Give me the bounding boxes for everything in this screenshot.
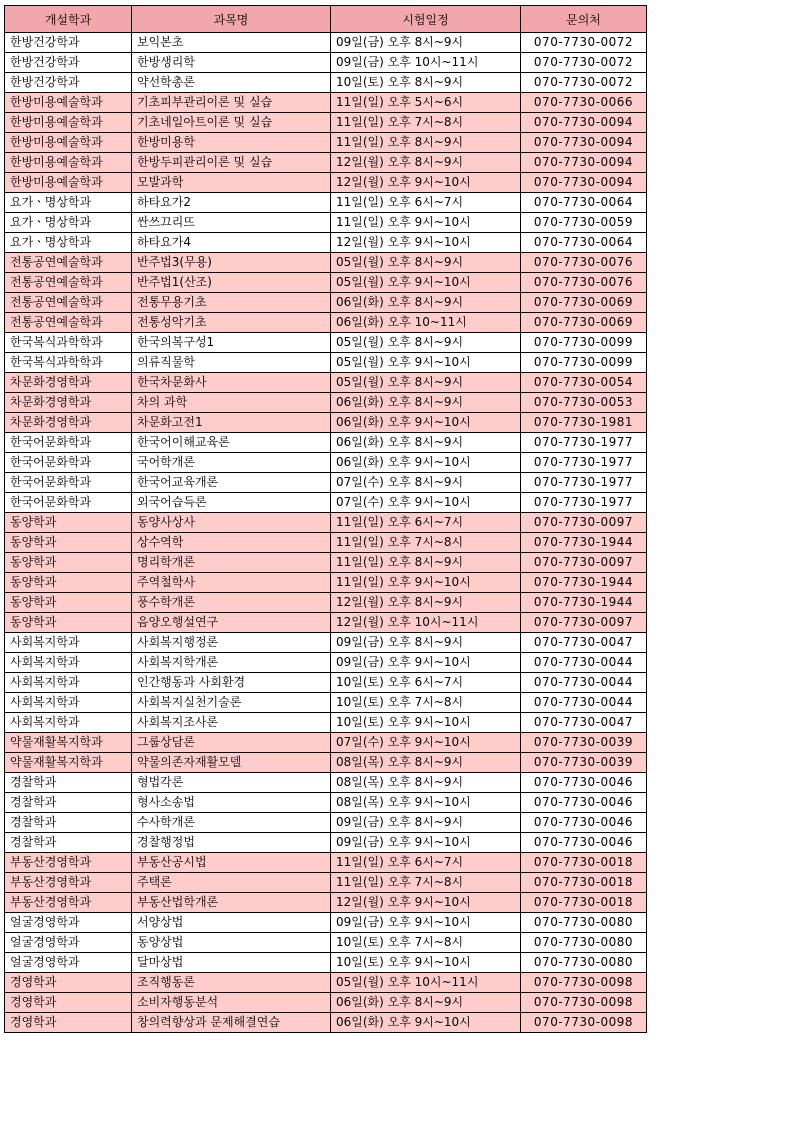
- contact-cell: 070-7730-0054: [521, 373, 647, 393]
- dept-cell: 동양학과: [5, 553, 132, 573]
- dept-cell: 경찰학과: [5, 773, 132, 793]
- schedule-cell: 09일(금) 오후 9시~10시: [331, 653, 521, 673]
- course-cell: 차문화고전1: [132, 413, 331, 433]
- contact-cell: 070-7730-0018: [521, 853, 647, 873]
- schedule-cell: 09일(금) 오후 8시~9시: [331, 813, 521, 833]
- course-cell: 한방생리학: [132, 53, 331, 73]
- contact-cell: 070-7730-0097: [521, 513, 647, 533]
- schedule-cell: 12일(월) 오후 8시~9시: [331, 153, 521, 173]
- contact-cell: 070-7730-0098: [521, 993, 647, 1013]
- schedule-cell: 11일(일) 오후 9시~10시: [331, 213, 521, 233]
- dept-cell: 경영학과: [5, 1013, 132, 1033]
- header-contact: 문의처: [521, 6, 647, 33]
- contact-cell: 070-7730-1977: [521, 433, 647, 453]
- contact-cell: 070-7730-0046: [521, 813, 647, 833]
- dept-cell: 한방미용예술학과: [5, 173, 132, 193]
- course-cell: 전통성악기초: [132, 313, 331, 333]
- contact-cell: 070-7730-1977: [521, 453, 647, 473]
- dept-cell: 전통공연예술학과: [5, 273, 132, 293]
- header-schedule: 시험일정: [331, 6, 521, 33]
- contact-cell: 070-7730-0046: [521, 833, 647, 853]
- table-row: [5, 193, 647, 213]
- table-row: [5, 213, 647, 233]
- schedule-cell: 09일(금) 오후 8시~9시: [331, 33, 521, 53]
- table-body: [5, 33, 647, 1033]
- table-row: [5, 113, 647, 133]
- contact-cell: 070-7730-0039: [521, 733, 647, 753]
- table-row: [5, 653, 647, 673]
- schedule-cell: 08일(목) 오후 9시~10시: [331, 793, 521, 813]
- course-cell: 창의력향상과 문제해결연습: [132, 1013, 331, 1033]
- schedule-cell: 11일(일) 오후 8시~9시: [331, 133, 521, 153]
- table-row: [5, 1013, 647, 1033]
- dept-cell: 사회복지학과: [5, 673, 132, 693]
- schedule-cell: 11일(일) 오후 8시~9시: [331, 553, 521, 573]
- course-cell: 반주법3(무용): [132, 253, 331, 273]
- table-row: [5, 693, 647, 713]
- contact-cell: 070-7730-0072: [521, 73, 647, 93]
- contact-cell: 070-7730-1944: [521, 533, 647, 553]
- table-row: [5, 273, 647, 293]
- dept-cell: 동양학과: [5, 513, 132, 533]
- dept-cell: 경영학과: [5, 993, 132, 1013]
- table-row: [5, 573, 647, 593]
- dept-cell: 한국어문화학과: [5, 473, 132, 493]
- table-row: [5, 853, 647, 873]
- schedule-cell: 11일(일) 오후 7시~8시: [331, 113, 521, 133]
- course-cell: 한국차문화사: [132, 373, 331, 393]
- contact-cell: 070-7730-0018: [521, 893, 647, 913]
- table-row: [5, 393, 647, 413]
- table-row: [5, 793, 647, 813]
- contact-cell: 070-7730-1944: [521, 573, 647, 593]
- table-row: [5, 353, 647, 373]
- course-cell: 기초피부관리이론 및 실습: [132, 93, 331, 113]
- course-cell: 부동산법학개론: [132, 893, 331, 913]
- schedule-cell: 11일(일) 오후 6시~7시: [331, 513, 521, 533]
- table-row: [5, 773, 647, 793]
- table-row: [5, 593, 647, 613]
- contact-cell: 070-7730-0018: [521, 873, 647, 893]
- table-row: [5, 973, 647, 993]
- dept-cell: 한방미용예술학과: [5, 93, 132, 113]
- schedule-cell: 10일(토) 오후 7시~8시: [331, 693, 521, 713]
- dept-cell: 한방건강학과: [5, 33, 132, 53]
- course-cell: 싼쓰끄리뜨: [132, 213, 331, 233]
- course-cell: 한국어이해교육론: [132, 433, 331, 453]
- contact-cell: 070-7730-0064: [521, 233, 647, 253]
- table-row: [5, 293, 647, 313]
- header-dept: 개설학과: [5, 6, 132, 33]
- schedule-cell: 05일(월) 오후 9시~10시: [331, 273, 521, 293]
- dept-cell: 동양학과: [5, 573, 132, 593]
- dept-cell: 차문화경영학과: [5, 373, 132, 393]
- dept-cell: 경영학과: [5, 973, 132, 993]
- course-cell: 명리학개론: [132, 553, 331, 573]
- course-cell: 한방미용학: [132, 133, 331, 153]
- contact-cell: 070-7730-0094: [521, 173, 647, 193]
- dept-cell: 약물재활복지학과: [5, 753, 132, 773]
- contact-cell: 070-7730-0044: [521, 653, 647, 673]
- schedule-cell: 06일(화) 오후 8시~9시: [331, 993, 521, 1013]
- table-row: [5, 173, 647, 193]
- contact-cell: 070-7730-0080: [521, 953, 647, 973]
- table-row: [5, 553, 647, 573]
- course-cell: 약선학총론: [132, 73, 331, 93]
- course-cell: 주역철학사: [132, 573, 331, 593]
- contact-cell: 070-7730-0053: [521, 393, 647, 413]
- contact-cell: 070-7730-0097: [521, 613, 647, 633]
- contact-cell: 070-7730-1977: [521, 473, 647, 493]
- course-cell: 부동산공시법: [132, 853, 331, 873]
- schedule-cell: 11일(일) 오후 5시~6시: [331, 93, 521, 113]
- schedule-cell: 12일(월) 오후 10시~11시: [331, 613, 521, 633]
- schedule-cell: 11일(일) 오후 7시~8시: [331, 533, 521, 553]
- table-row: [5, 493, 647, 513]
- table-row: [5, 433, 647, 453]
- schedule-cell: 09일(금) 오후 9시~10시: [331, 833, 521, 853]
- table-row: [5, 333, 647, 353]
- contact-cell: 070-7730-0099: [521, 353, 647, 373]
- course-cell: 음양오행설연구: [132, 613, 331, 633]
- contact-cell: 070-7730-1944: [521, 593, 647, 613]
- schedule-cell: 05일(월) 오후 9시~10시: [331, 353, 521, 373]
- dept-cell: 한방미용예술학과: [5, 153, 132, 173]
- contact-cell: 070-7730-0046: [521, 793, 647, 813]
- dept-cell: 전통공연예술학과: [5, 253, 132, 273]
- course-cell: 동양사상사: [132, 513, 331, 533]
- contact-cell: 070-7730-0080: [521, 913, 647, 933]
- dept-cell: 차문화경영학과: [5, 393, 132, 413]
- schedule-cell: 05일(월) 오후 8시~9시: [331, 253, 521, 273]
- contact-cell: 070-7730-0094: [521, 153, 647, 173]
- dept-cell: 부동산경영학과: [5, 853, 132, 873]
- dept-cell: 한국어문화학과: [5, 493, 132, 513]
- contact-cell: 070-7730-0080: [521, 933, 647, 953]
- course-cell: 소비자행동분석: [132, 993, 331, 1013]
- dept-cell: 차문화경영학과: [5, 413, 132, 433]
- dept-cell: 얼굴경영학과: [5, 953, 132, 973]
- schedule-cell: 11일(일) 오후 6시~7시: [331, 193, 521, 213]
- course-cell: 하타요가4: [132, 233, 331, 253]
- table-row: [5, 533, 647, 553]
- table-row: [5, 953, 647, 973]
- schedule-cell: 11일(일) 오후 9시~10시: [331, 573, 521, 593]
- course-cell: 상수역학: [132, 533, 331, 553]
- course-cell: 사회복지조사론: [132, 713, 331, 733]
- contact-cell: 070-7730-0098: [521, 1013, 647, 1033]
- course-cell: 차의 과학: [132, 393, 331, 413]
- dept-cell: 전통공연예술학과: [5, 313, 132, 333]
- course-cell: 그룹상담론: [132, 733, 331, 753]
- schedule-cell: 05일(월) 오후 8시~9시: [331, 373, 521, 393]
- schedule-cell: 09일(금) 오후 10시~11시: [331, 53, 521, 73]
- dept-cell: 한방건강학과: [5, 53, 132, 73]
- course-cell: 경찰행정법: [132, 833, 331, 853]
- course-cell: 인간행동과 사회환경: [132, 673, 331, 693]
- dept-cell: 얼굴경영학과: [5, 933, 132, 953]
- schedule-cell: 06일(화) 오후 9시~10시: [331, 453, 521, 473]
- course-cell: 형사소송법: [132, 793, 331, 813]
- dept-cell: 한방미용예술학과: [5, 133, 132, 153]
- table-row: [5, 133, 647, 153]
- contact-cell: 070-7730-0076: [521, 253, 647, 273]
- schedule-cell: 07일(수) 오후 9시~10시: [331, 493, 521, 513]
- course-cell: 반주법1(산조): [132, 273, 331, 293]
- table-header: [5, 6, 647, 33]
- contact-cell: 070-7730-0076: [521, 273, 647, 293]
- course-cell: 주택론: [132, 873, 331, 893]
- dept-cell: 한국복식과학학과: [5, 333, 132, 353]
- contact-cell: 070-7730-0046: [521, 773, 647, 793]
- course-cell: 국어학개론: [132, 453, 331, 473]
- schedule-cell: 10일(토) 오후 9시~10시: [331, 713, 521, 733]
- course-cell: 형법각론: [132, 773, 331, 793]
- contact-cell: 070-7730-0097: [521, 553, 647, 573]
- schedule-cell: 08일(목) 오후 8시~9시: [331, 753, 521, 773]
- course-cell: 한방두피관리이론 및 실습: [132, 153, 331, 173]
- dept-cell: 경찰학과: [5, 813, 132, 833]
- table-row: [5, 453, 647, 473]
- course-cell: 한국의복구성1: [132, 333, 331, 353]
- schedule-cell: 10일(토) 오후 6시~7시: [331, 673, 521, 693]
- table-row: [5, 833, 647, 853]
- dept-cell: 부동산경영학과: [5, 873, 132, 893]
- schedule-cell: 07일(수) 오후 9시~10시: [331, 733, 521, 753]
- contact-cell: 070-7730-0094: [521, 133, 647, 153]
- table-row: [5, 753, 647, 773]
- course-cell: 하타요가2: [132, 193, 331, 213]
- schedule-cell: 12일(월) 오후 9시~10시: [331, 233, 521, 253]
- course-cell: 사회복지행정론: [132, 633, 331, 653]
- table-row: [5, 313, 647, 333]
- dept-cell: 사회복지학과: [5, 713, 132, 733]
- contact-cell: 070-7730-0069: [521, 293, 647, 313]
- contact-cell: 070-7730-1977: [521, 493, 647, 513]
- schedule-cell: 06일(화) 오후 8시~9시: [331, 293, 521, 313]
- dept-cell: 경찰학과: [5, 833, 132, 853]
- schedule-cell: 08일(목) 오후 8시~9시: [331, 773, 521, 793]
- header-row: [5, 6, 647, 33]
- contact-cell: 070-7730-0072: [521, 33, 647, 53]
- contact-cell: 070-7730-0044: [521, 673, 647, 693]
- table-row: [5, 93, 647, 113]
- course-cell: 조직행동론: [132, 973, 331, 993]
- course-cell: 모발과학: [132, 173, 331, 193]
- schedule-cell: 07일(수) 오후 8시~9시: [331, 473, 521, 493]
- dept-cell: 동양학과: [5, 533, 132, 553]
- exam-schedule-table: [4, 5, 647, 1033]
- contact-cell: 070-7730-0098: [521, 973, 647, 993]
- dept-cell: 요가ㆍ명상학과: [5, 213, 132, 233]
- dept-cell: 경찰학과: [5, 793, 132, 813]
- contact-cell: 070-7730-0072: [521, 53, 647, 73]
- table-row: [5, 473, 647, 493]
- course-cell: 의류직물학: [132, 353, 331, 373]
- table-row: [5, 893, 647, 913]
- dept-cell: 사회복지학과: [5, 693, 132, 713]
- table-row: [5, 513, 647, 533]
- table-row: [5, 713, 647, 733]
- schedule-cell: 10일(토) 오후 9시~10시: [331, 953, 521, 973]
- course-cell: 달마상법: [132, 953, 331, 973]
- dept-cell: 요가ㆍ명상학과: [5, 193, 132, 213]
- header-course: 과목명: [132, 6, 331, 33]
- contact-cell: 070-7730-0044: [521, 693, 647, 713]
- table-row: [5, 413, 647, 433]
- table-row: [5, 153, 647, 173]
- schedule-cell: 06일(화) 오후 10~11시: [331, 313, 521, 333]
- schedule-cell: 12일(월) 오후 9시~10시: [331, 893, 521, 913]
- contact-cell: 070-7730-0039: [521, 753, 647, 773]
- table-row: [5, 633, 647, 653]
- table-row: [5, 373, 647, 393]
- schedule-cell: 12일(월) 오후 9시~10시: [331, 173, 521, 193]
- course-cell: 사회복지학개론: [132, 653, 331, 673]
- course-cell: 보익본초: [132, 33, 331, 53]
- contact-cell: 070-7730-0069: [521, 313, 647, 333]
- contact-cell: 070-7730-0064: [521, 193, 647, 213]
- schedule-cell: 06일(화) 오후 8시~9시: [331, 433, 521, 453]
- course-cell: 수사학개론: [132, 813, 331, 833]
- dept-cell: 사회복지학과: [5, 633, 132, 653]
- dept-cell: 한국복식과학학과: [5, 353, 132, 373]
- contact-cell: 070-7730-0059: [521, 213, 647, 233]
- course-cell: 풍수학개론: [132, 593, 331, 613]
- contact-cell: 070-7730-1981: [521, 413, 647, 433]
- schedule-cell: 11일(일) 오후 7시~8시: [331, 873, 521, 893]
- dept-cell: 약물재활복지학과: [5, 733, 132, 753]
- contact-cell: 070-7730-0047: [521, 633, 647, 653]
- schedule-cell: 05일(월) 오후 8시~9시: [331, 333, 521, 353]
- schedule-cell: 09일(금) 오후 9시~10시: [331, 913, 521, 933]
- table-row: [5, 813, 647, 833]
- table-row: [5, 253, 647, 273]
- table-row: [5, 73, 647, 93]
- schedule-cell: 06일(화) 오후 9시~10시: [331, 1013, 521, 1033]
- table-row: [5, 733, 647, 753]
- contact-cell: 070-7730-0066: [521, 93, 647, 113]
- dept-cell: 한국어문화학과: [5, 433, 132, 453]
- course-cell: 사회복지실천기술론: [132, 693, 331, 713]
- table-row: [5, 873, 647, 893]
- table-row: [5, 233, 647, 253]
- contact-cell: 070-7730-0047: [521, 713, 647, 733]
- dept-cell: 한방건강학과: [5, 73, 132, 93]
- course-cell: 동양상법: [132, 933, 331, 953]
- table-row: [5, 993, 647, 1013]
- table-row: [5, 933, 647, 953]
- schedule-cell: 05일(월) 오후 10시~11시: [331, 973, 521, 993]
- dept-cell: 얼굴경영학과: [5, 913, 132, 933]
- table-row: [5, 613, 647, 633]
- schedule-cell: 10일(토) 오후 7시~8시: [331, 933, 521, 953]
- dept-cell: 동양학과: [5, 613, 132, 633]
- contact-cell: 070-7730-0094: [521, 113, 647, 133]
- schedule-cell: 06일(화) 오후 8시~9시: [331, 393, 521, 413]
- table-row: [5, 673, 647, 693]
- schedule-cell: 12일(월) 오후 8시~9시: [331, 593, 521, 613]
- dept-cell: 한방미용예술학과: [5, 113, 132, 133]
- table-row: [5, 33, 647, 53]
- course-cell: 약물의존자재활모델: [132, 753, 331, 773]
- schedule-cell: 10일(토) 오후 8시~9시: [331, 73, 521, 93]
- dept-cell: 요가ㆍ명상학과: [5, 233, 132, 253]
- table-row: [5, 913, 647, 933]
- dept-cell: 전통공연예술학과: [5, 293, 132, 313]
- schedule-cell: 09일(금) 오후 8시~9시: [331, 633, 521, 653]
- course-cell: 외국어습득론: [132, 493, 331, 513]
- course-cell: 기초네일아트이론 및 실습: [132, 113, 331, 133]
- schedule-cell: 11일(일) 오후 6시~7시: [331, 853, 521, 873]
- dept-cell: 한국어문화학과: [5, 453, 132, 473]
- dept-cell: 사회복지학과: [5, 653, 132, 673]
- course-cell: 전통무용기초: [132, 293, 331, 313]
- course-cell: 한국어교육개론: [132, 473, 331, 493]
- dept-cell: 부동산경영학과: [5, 893, 132, 913]
- contact-cell: 070-7730-0099: [521, 333, 647, 353]
- dept-cell: 동양학과: [5, 593, 132, 613]
- schedule-cell: 06일(화) 오후 9시~10시: [331, 413, 521, 433]
- course-cell: 서양상법: [132, 913, 331, 933]
- table-row: [5, 53, 647, 73]
